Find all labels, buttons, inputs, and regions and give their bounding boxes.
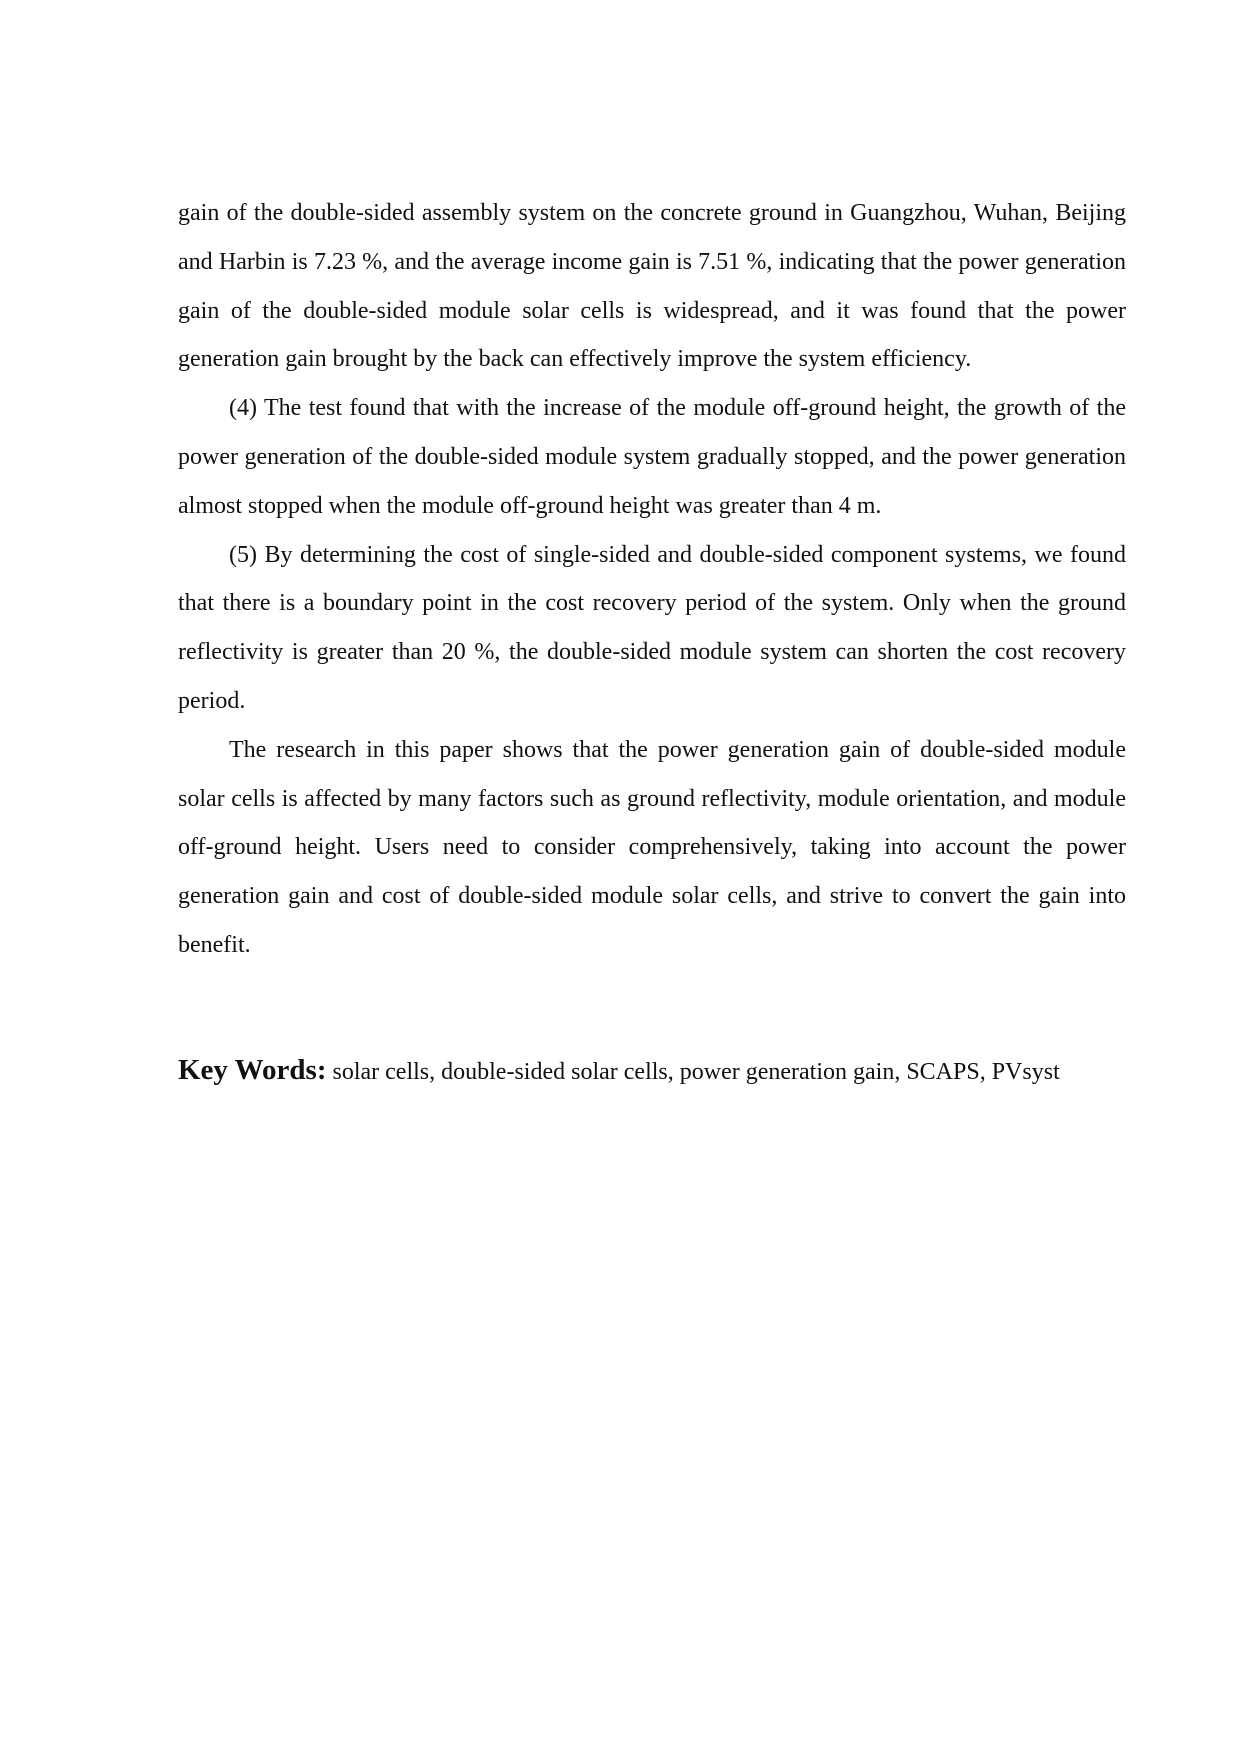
abstract-body [178,189,1126,970]
keywords-label: Key Words: [178,1054,327,1086]
paragraph-conclusion: The research in this paper shows that the power generation gain of double-sided module solar cells is affected by many factors such as ground reflectivity, module orientation, and module off-ground height. Users need to consider comprehensively, taking into account the power generation gain and cost of double-sided module solar cells, and strive to convert the gain into benefit. [178,736,1126,958]
paragraph-point-5: (5) By determining the cost of single-sided and double-sided component systems, we found that there is a boundary point in the cost recovery period of the system. Only when the ground reflectivity is greater than 20 %, the double-sided module system can shorten the cost recovery period. [178,541,1126,714]
keywords-text: solar cells, double-sided solar cells, power generation gain, SCAPS, PVsyst [332,1059,1060,1085]
paragraph-point-4: (4) The test found that with the increase of the module off-ground height, the growth of the power generation of the double-sided module system gradually stopped, and the power generation almost stopped when the module off-ground height was greater than 4 m. [178,395,1126,519]
keywords-line [178,1054,1126,1087]
paragraph-continuation: gain of the double-sided assembly system on the concrete ground in Guangzhou, Wuhan, Beijing and Harbin is 7.23 %, and the average income gain is 7.51 %, indicating that the power generation gain of the double-sided module solar cells is widespread, and it was found that the power generation gain brought by the back can effectively improve the system efficiency. [178,200,1126,373]
